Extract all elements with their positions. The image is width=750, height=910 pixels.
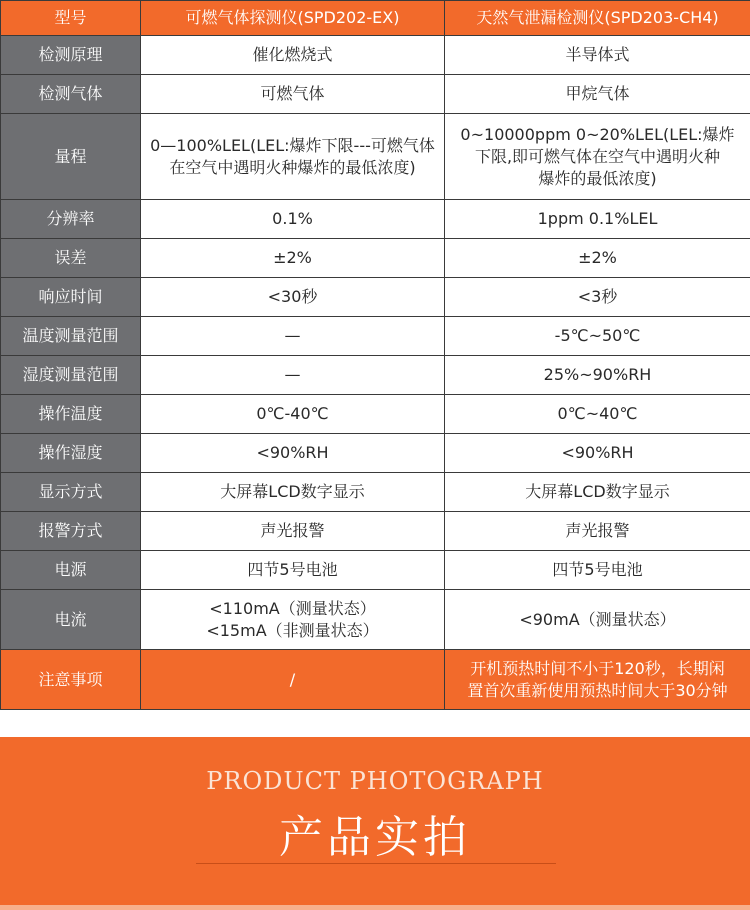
spd202-value-cell (141, 590, 445, 650)
row-label: 温度测量范围 (1, 317, 141, 356)
cell-text-line: 0—100%LEL(LEL:爆炸下限---可燃气体 (150, 135, 435, 155)
cell-text-line: 半导体式 (565, 45, 630, 64)
cell-text-line: 0℃-40℃ (256, 404, 329, 423)
spd203-value-cell (445, 434, 750, 473)
cell-text-line: 声光报警 (260, 521, 325, 540)
row-label: 操作湿度 (1, 434, 141, 473)
header-spd203: 天然气泄漏检测仪(SPD203-CH4) (445, 1, 750, 36)
spd203-value-cell (445, 75, 750, 114)
row-label: 分辨率 (1, 200, 141, 239)
spd203-value-cell (445, 590, 750, 650)
cell-text-line: <110mA（测量状态） (209, 598, 376, 618)
row-label: 量程 (1, 114, 141, 200)
spd202-value-cell (141, 239, 445, 278)
spd203-value-cell (445, 551, 750, 590)
spd203-value-cell (445, 512, 750, 551)
cell-text-line: / (289, 669, 296, 689)
header-model: 型号 (1, 1, 141, 36)
table-header-row (1, 1, 750, 36)
spd202-value-cell (141, 317, 445, 356)
spd202-value-cell (141, 114, 445, 200)
table-row (1, 200, 750, 239)
table-row (1, 278, 750, 317)
spd203-value-cell (445, 200, 750, 239)
table-row (1, 239, 750, 278)
spd202-value-cell (141, 473, 445, 512)
cell-text-line: 25%~90%RH (543, 365, 652, 384)
spd203-value-cell (445, 356, 750, 395)
row-label: 注意事项 (1, 650, 141, 710)
row-label: 电流 (1, 590, 141, 650)
banner-title-cn: 产品实拍 (279, 812, 471, 863)
table-row (1, 551, 750, 590)
cell-text-line: 甲烷气体 (565, 84, 630, 103)
spd203-value-cell (445, 114, 750, 200)
spd202-value-cell (141, 36, 445, 75)
cell-text-line: 在空气中遇明火种爆炸的最低浓度) (169, 157, 416, 177)
table-row (1, 395, 750, 434)
cell-text-line: 四节5号电池 (552, 560, 643, 579)
spd202-value-cell (141, 434, 445, 473)
cell-text-line: <90%RH (256, 443, 329, 462)
table-row (1, 75, 750, 114)
banner-bottom-strip (0, 905, 750, 910)
table-body (1, 36, 750, 710)
banner-title-en: PRODUCT PHOTOGRAPH (206, 767, 544, 795)
cell-text-line: 声光报警 (565, 521, 630, 540)
spd203-value-cell (445, 239, 750, 278)
spd202-value-cell (141, 75, 445, 114)
spd202-value-cell (141, 278, 445, 317)
table-row (1, 590, 750, 650)
cell-text-line: 0~10000ppm 0~20%LEL(LEL:爆炸 (460, 124, 735, 144)
spd203-value-cell (445, 317, 750, 356)
banner-divider (196, 863, 556, 864)
table-row (1, 317, 750, 356)
spd203-value-cell (445, 650, 750, 710)
cell-text-line: 催化燃烧式 (252, 45, 333, 64)
cell-text-line: -5℃~50℃ (554, 326, 641, 345)
cell-text-line: ±2% (578, 248, 617, 267)
cell-text-line: <15mA（非测量状态） (206, 620, 379, 640)
cell-text-line: 四节5号电池 (247, 560, 338, 579)
row-label: 检测气体 (1, 75, 141, 114)
spd202-value-cell (141, 512, 445, 551)
table-row (1, 512, 750, 551)
cell-text-line: <30秒 (267, 287, 318, 306)
row-label: 显示方式 (1, 473, 141, 512)
cell-text-line: 1ppm 0.1%LEL (537, 209, 658, 228)
row-label: 响应时间 (1, 278, 141, 317)
row-label: 报警方式 (1, 512, 141, 551)
cell-text-line: 0.1% (272, 209, 313, 228)
cell-text-line: 开机预热时间不小于120秒，长期闲 (470, 658, 725, 678)
spd202-value-cell (141, 200, 445, 239)
table-row (1, 650, 750, 710)
header-spd202: 可燃气体探测仪(SPD202-EX) (141, 1, 445, 36)
spd202-value-cell (141, 395, 445, 434)
table-row (1, 434, 750, 473)
cell-text-line: 可燃气体 (260, 84, 325, 103)
cell-text-line: 大屏幕LCD数字显示 (525, 482, 670, 501)
spd203-value-cell (445, 36, 750, 75)
spd202-value-cell (141, 551, 445, 590)
cell-text-line: ±2% (273, 248, 312, 267)
table-row (1, 114, 750, 200)
spd202-value-cell (141, 356, 445, 395)
spd203-value-cell (445, 278, 750, 317)
row-label: 检测原理 (1, 36, 141, 75)
row-label: 湿度测量范围 (1, 356, 141, 395)
spd203-value-cell (445, 395, 750, 434)
cell-text-line: <90mA（测量状态） (519, 609, 676, 629)
cell-text-line: — (284, 326, 301, 345)
table-row (1, 36, 750, 75)
cell-text-line: 下限,即可燃气体在空气中遇明火种 (474, 146, 721, 166)
row-label: 电源 (1, 551, 141, 590)
cell-text-line: <3秒 (577, 287, 618, 306)
cell-text-line: — (284, 365, 301, 384)
cell-text-line: 大屏幕LCD数字显示 (220, 482, 365, 501)
cell-text-line: 置首次重新使用预热时间大于30分钟 (467, 680, 728, 700)
spd202-value-cell (141, 650, 445, 710)
table-row (1, 473, 750, 512)
product-photo-banner (0, 737, 750, 910)
spd203-value-cell (445, 473, 750, 512)
row-label: 操作温度 (1, 395, 141, 434)
row-label: 误差 (1, 239, 141, 278)
cell-text-line: 爆炸的最低浓度) (538, 168, 657, 188)
cell-text-line: 0℃~40℃ (557, 404, 638, 423)
table-row (1, 356, 750, 395)
cell-text-line: <90%RH (561, 443, 634, 462)
